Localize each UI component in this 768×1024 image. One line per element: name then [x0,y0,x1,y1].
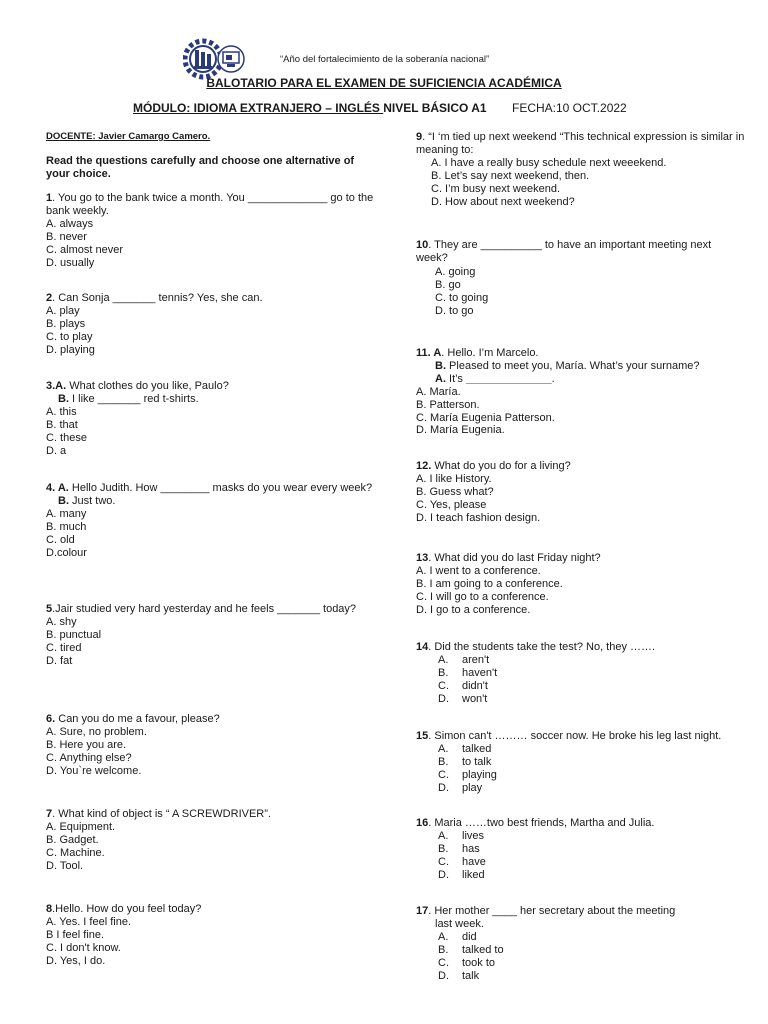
option-a: A. Sure, no problem. [46,725,147,738]
option-text: took to [462,956,496,969]
option-c: C. tired [46,641,82,654]
option-c: C. María Eugenia Patterson. [416,411,555,424]
option-a: A. going [435,265,476,278]
question-text: .Jair studied very hard yesterday and he feels _______ today? [52,603,357,615]
question-5 [46,603,376,668]
option-a: A. Equipment. [46,820,116,833]
option-text: haven't [462,666,498,679]
question-11 [416,347,746,437]
option-c [416,957,746,970]
question-number: 3 [46,380,53,392]
option-letter: C. [438,768,449,781]
page-title: BALOTARIO PARA EL EXAMEN DE SUFICIENCIA ACADÉMICA [206,76,562,90]
option-letter: D. [438,781,449,794]
dialogue-prompt: It’s [446,372,466,385]
option-text: liked [462,868,485,881]
question-10 [416,239,746,317]
option-d: D. Yes, I do. [46,954,106,967]
option-c: C. Yes, please [416,498,487,511]
module-name: MÓDULO: IDIOMA EXTRANJERO – INGLÉS [133,101,384,115]
option-text: talked [462,742,492,755]
option-c: C. these [46,431,87,444]
option-letter: B. [438,666,449,679]
option-d: D. You`re welcome. [46,764,142,777]
dialogue-reply: Pleased to meet you, María. What’s your surname? [446,359,700,372]
option-a: A. many [46,507,87,520]
option-c [416,769,746,782]
question-text: What clothes do you like, Paulo? [66,380,229,392]
computer-logo-icon [218,46,244,72]
option-text: play [462,781,483,794]
option-d [416,869,746,882]
question-number: 13 [416,552,429,564]
option-d [416,693,746,706]
question-14 [416,641,746,706]
option-c: C. almost never [46,243,124,256]
option-c: C. I will go to a conference. [416,590,549,603]
option-letter: D. [438,969,449,982]
question-text: . What kind of object is “ A SCREWDRIVER”. [52,808,271,820]
question-16 [416,817,746,882]
option-b: B. that [46,418,78,431]
option-letter: A. [438,653,449,666]
option-a: A. María. [416,385,461,398]
option-letter: B. [438,943,449,956]
option-text: to talk [462,755,492,768]
question-text: . Can Sonja _______ tennis? Yes, she can. [52,292,263,304]
option-b: B. Here you are. [46,738,127,751]
question-number: 12. [416,460,432,472]
question-number: 14 [416,641,429,653]
dialogue-reply: I like _______ red t-shirts. [69,392,199,405]
question-6 [46,713,376,778]
speaker-b: B. [435,359,446,372]
option-letter: A. [438,742,449,755]
option-a [416,743,746,756]
answer-blank-period: . [551,372,555,385]
question-17 [416,905,746,982]
option-a: A. I like History. [416,472,492,485]
question-text: .Hello. How do you feel today? [52,903,202,915]
option-b [416,944,746,957]
option-d: D. usually [46,256,95,269]
option-d: D. a [46,444,67,457]
option-d [416,970,746,983]
option-a: A. Yes. I feel fine. [46,915,132,928]
option-text: lives [462,829,485,842]
option-d: D.colour [46,546,87,559]
speaker-b: B. [58,392,69,405]
option-text: didn't [462,679,488,692]
speaker-a: . A. [52,482,69,494]
module-line [133,101,487,115]
question-15 [416,730,746,795]
option-c: C. old [46,533,75,546]
option-letter: A. [438,829,449,842]
question-text: . Hello. I’m Marcelo. [441,347,539,359]
question-number: 7 [46,808,53,820]
question-text-continued: last week. [435,917,484,930]
option-b: B. punctual [46,628,102,641]
option-c: C. I’m busy next weekend. [431,182,561,195]
question-7 [46,808,376,873]
question-number: 10 [416,239,429,251]
option-a: A. I went to a conference. [416,564,541,577]
option-letter: C. [438,679,449,692]
option-a: A. shy [46,615,77,628]
option-d: D. María Eugenia. [416,424,505,437]
exam-date: FECHA:10 OCT.2022 [512,101,627,115]
question-text: Can you do me a favour, please? [55,713,220,725]
national-slogan: “Año del fortalecimiento de la soberanía nacional” [280,54,490,65]
option-c: C. Machine. [46,846,105,859]
question-text: . Maria ……two best friends, Martha and Julia. [428,817,655,829]
option-letter: C. [438,855,449,868]
question-text: . Did the students take the test? No, they ……. [428,641,656,653]
option-text: did [462,930,477,943]
option-a [416,830,746,843]
option-letter: B. [438,842,449,855]
option-d: D. fat [46,654,73,667]
question-text: . They are __________ to have an important meeting next week? [416,239,712,264]
question-text: . “I ‘m tied up next weekend “This technical expression is similar in meaning to: [416,131,745,156]
question-4 [46,482,376,559]
option-d: D. playing [46,343,95,356]
option-c [416,856,746,869]
question-number: 5 [46,603,53,615]
speaker-b: B. [58,494,69,507]
question-text: . Her mother ____ her secretary about the meeting [428,905,676,917]
option-a [416,654,746,667]
question-1 [46,192,376,269]
option-a: A. I have a really busy schedule next weeekend. [431,156,667,169]
option-b: B. plays [46,317,86,330]
option-c: C. to going [435,291,489,304]
option-d: D. I teach fashion design. [416,511,541,524]
question-text: . You go to the bank twice a month. You _____________ go to the bank weekly. [46,192,374,217]
question-number: 4 [46,482,53,494]
question-9 [416,131,746,208]
option-a [416,931,746,944]
option-d [416,782,746,795]
question-number: 9 [416,131,423,143]
question-text: . Simon can't ……… soccer now. He broke his leg last night. [428,730,722,742]
question-text: What do you do for a living? [431,460,571,472]
teacher-name: DOCENTE: Javier Camargo Camero. [46,131,211,142]
option-text: won't [462,692,488,705]
question-number: 1 [46,192,53,204]
speaker-a: .A. [52,380,67,392]
answer-blank: ______________ [465,372,552,385]
gear-logo-icon [185,41,221,77]
option-b [416,756,746,769]
option-a: A. this [46,405,77,418]
option-b: B. never [46,230,87,243]
option-letter: A. [438,930,449,943]
option-a: A. always [46,217,94,230]
option-c: C. Anything else? [46,751,132,764]
option-d: D. to go [435,304,474,317]
question-text: . What did you do last Friday night? [428,552,601,564]
option-text: have [462,855,486,868]
option-b: B. Gadget. [46,833,99,846]
option-c [416,680,746,693]
option-c: C. to play [46,330,93,343]
question-8 [46,903,376,968]
speaker-a: . A [427,347,442,359]
option-text: talk [462,969,480,982]
option-letter: D. [438,692,449,705]
option-c: C. I don't know. [46,941,121,954]
option-text: playing [462,768,497,781]
option-b: B. I am going to a conference. [416,577,563,590]
option-b: B. much [46,520,87,533]
option-letter: B. [438,755,449,768]
instructions: Read the questions carefully and choose one alternative of your choice. [46,155,355,180]
question-number: 2 [46,292,53,304]
option-text: aren't [462,653,490,666]
option-b [416,843,746,856]
option-b: B. Let’s say next weekend, then. [431,169,590,182]
question-number: 6. [46,713,56,725]
option-b: B. Guess what? [416,485,494,498]
option-b [416,667,746,680]
option-d: D. Tool. [46,859,84,872]
question-2 [46,292,376,357]
question-13 [416,552,746,617]
option-b: B I feel fine. [46,928,105,941]
option-a: A. play [46,304,80,317]
level-name: NIVEL BÁSICO A1 [383,101,487,115]
question-number: 17 [416,905,429,917]
option-d: D. How about next weekend? [431,195,575,208]
option-b: B. go [435,278,461,291]
speaker-a-2: A. [435,372,446,385]
question-text: Hello Judith. How ________ masks do you wear every week? [68,482,373,494]
option-text: talked to [462,943,504,956]
option-b: B. Patterson. [416,398,480,411]
option-letter: C. [438,956,449,969]
option-text: has [462,842,480,855]
dialogue-reply: Just two. [69,494,116,507]
question-number: 15 [416,730,429,742]
option-letter: D. [438,868,449,881]
question-number: 11 [416,347,428,359]
question-3 [46,380,376,457]
option-d: D. I go to a conference. [416,603,531,616]
question-number: 16 [416,817,429,829]
question-number: 8 [46,903,53,915]
question-12 [416,460,746,525]
